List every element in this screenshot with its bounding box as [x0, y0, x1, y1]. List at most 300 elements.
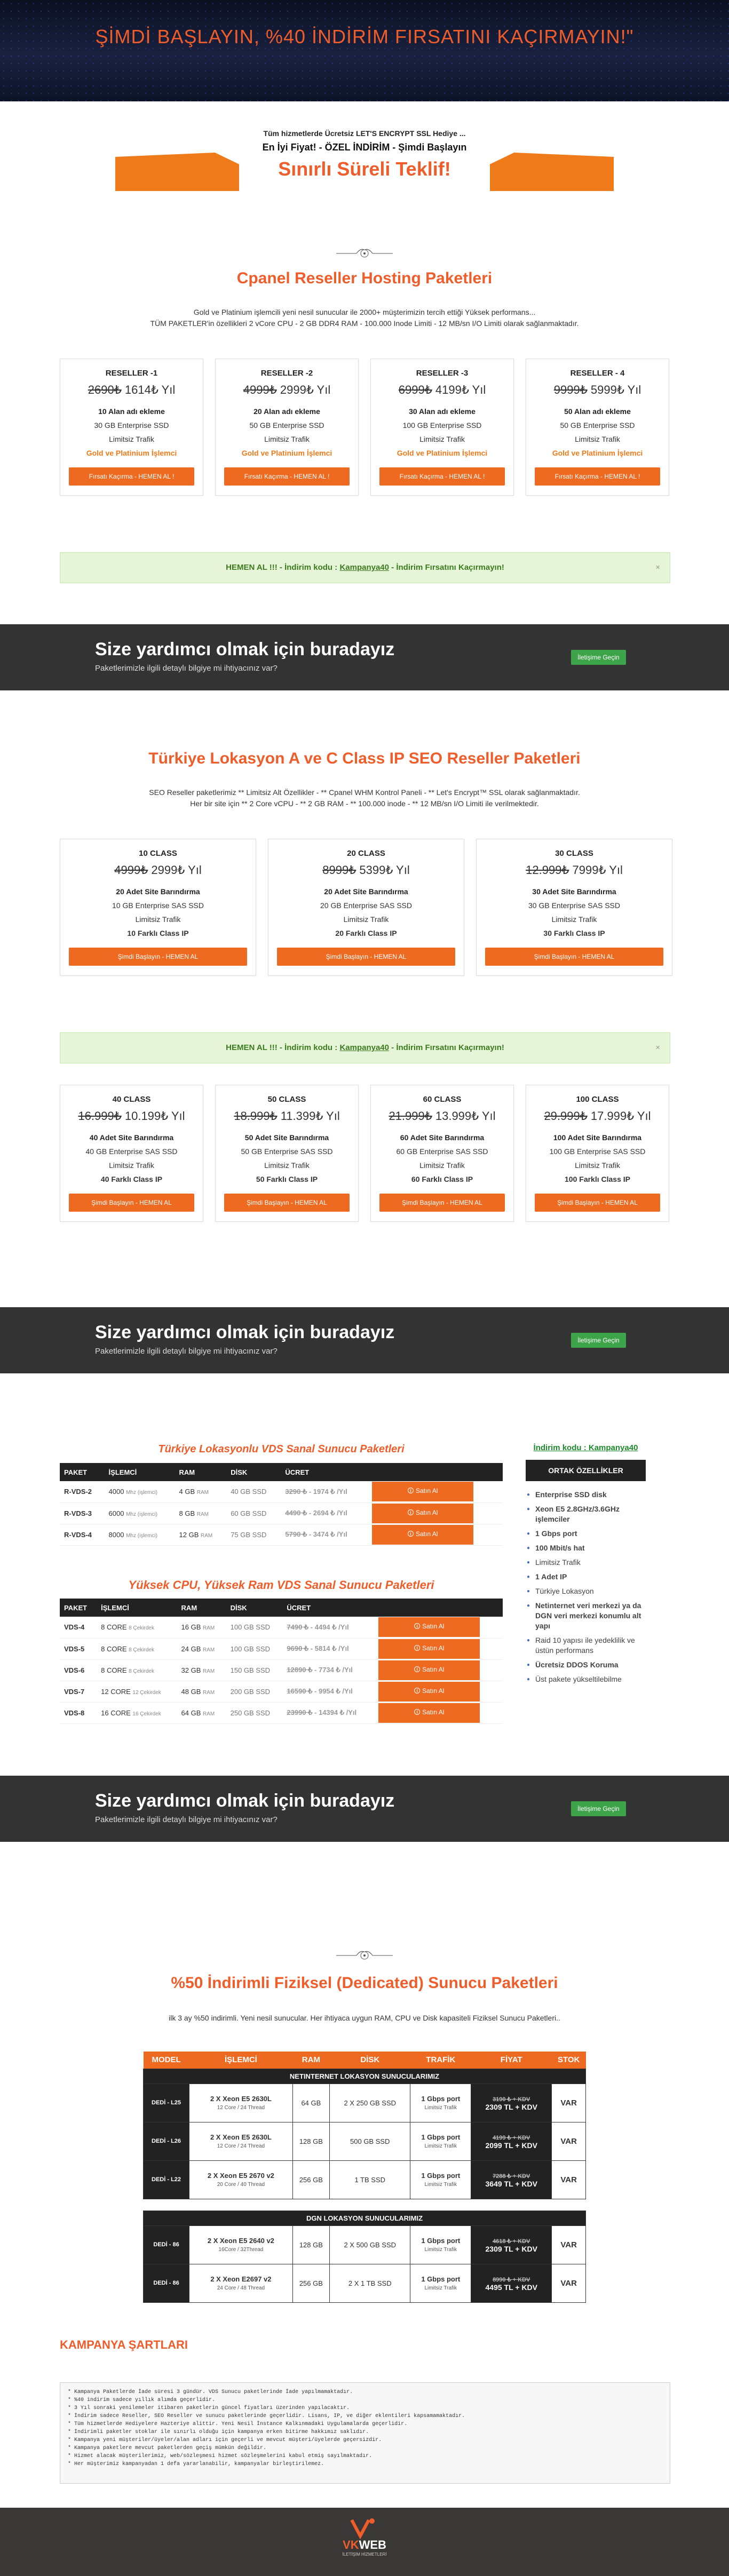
new-price: 11.399₺ Yıl	[280, 1109, 340, 1123]
ded-disk: 2 X 500 GB SSD	[330, 2225, 410, 2264]
logo-mark-icon	[348, 2515, 381, 2541]
vds-old-price: 23990 ₺	[287, 1708, 313, 1716]
package-price	[535, 383, 660, 397]
table-row	[60, 1659, 503, 1681]
ded-header: TRAFİK	[410, 2052, 471, 2069]
feature-traffic: Limitsiz Trafik	[109, 435, 154, 443]
terms-title: KAMPANYA ŞARTLARI	[60, 2338, 188, 2351]
sidebar-header: ORTAK ÖZELLİKLER	[526, 1460, 646, 1481]
vds-ram-unit: RAM	[203, 1711, 215, 1717]
feature-item: ● Enterprise SSD disk	[526, 1488, 646, 1502]
ded-stock: VAR	[552, 2122, 586, 2160]
help-band-2	[0, 1307, 729, 1373]
ded-traffic-sub: Limitsiz Trafik	[424, 2285, 457, 2291]
feature-extra: 20 Farklı Class IP	[335, 929, 397, 937]
terms-line: * Tüm hizmetlerde Hediyelere Hazteriye alittir. Yeni Nesil İnstance Kalkınmadaki Uygulamalarda geçerlidir.	[68, 2421, 408, 2427]
vds-header: ÜCRET	[282, 1599, 374, 1617]
ded-new-price: 2309 TL + KDV	[485, 2103, 537, 2111]
terms-line: * 3 Yıl sonraki yenilemeler itibaren paketlerin güncel fiyatları üzerinden yapılacaktır.	[68, 2405, 350, 2411]
vds-new-price: - 14394 ₺ /Yıl	[312, 1708, 357, 1716]
old-price: 4999₺	[243, 383, 277, 396]
buy-button[interactable]: Şimdi Başlayın - HEMEN AL	[224, 1194, 350, 1212]
ded-traffic: 1 Gbps port	[421, 2172, 461, 2180]
feature-extra: Gold ve Platinium İşlemci	[552, 449, 643, 457]
vds-ram-unit: RAM	[201, 1532, 213, 1539]
old-price: 4999₺	[114, 863, 148, 877]
vds-cpu: 8 CORE	[101, 1666, 127, 1674]
hero-title: ŞİMDİ BAŞLAYIN, %40 İNDİRİM FIRSATINI KAÇIRMAYIN!"	[95, 26, 634, 47]
package-name: 60 CLASS	[423, 1095, 462, 1104]
package-card	[370, 1085, 514, 1222]
ded-disk: 2 X 1 TB SSD	[330, 2264, 410, 2302]
vds-header	[368, 1463, 503, 1481]
promo-section	[0, 101, 729, 229]
buy-label: Satın Al	[422, 1644, 445, 1652]
buy-button[interactable]: Fırsatı Kaçırma - HEMEN AL !	[224, 467, 350, 486]
feature-extra: Gold ve Platinium İşlemci	[241, 449, 332, 457]
vds-old-price: 12890 ₺	[287, 1666, 313, 1674]
package-name: 20 CLASS	[347, 849, 385, 858]
vds-new-price: - 9954 ₺ /Yıl	[312, 1687, 353, 1695]
ded-traffic-sub: Limitsiz Trafik	[424, 2105, 457, 2111]
buy-label: Satın Al	[422, 1665, 445, 1673]
table-row	[60, 1702, 503, 1723]
vds-ram-unit: RAM	[203, 1689, 215, 1696]
package-name: 10 CLASS	[139, 849, 177, 858]
vds-cpu: 16 CORE	[101, 1708, 131, 1717]
package-name: 100 CLASS	[576, 1095, 619, 1104]
package-card	[526, 1085, 669, 1222]
vds-new-price: - 1974 ₺ /Yıl	[307, 1487, 347, 1496]
buy-button[interactable]: Şimdi Başlayın - HEMEN AL	[485, 948, 663, 966]
alert-pre: HEMEN AL !!! - İndirim kodu :	[226, 563, 340, 572]
dedicated-table	[143, 2052, 586, 2303]
package-price	[69, 863, 247, 877]
buy-button[interactable]: 🛈 Satın Al	[378, 1703, 480, 1723]
package-name: RESELLER -1	[105, 369, 158, 378]
vds-disk: 250 GB SSD	[226, 1702, 283, 1723]
feature-disk: 30 GB Enterprise SSD	[94, 421, 169, 430]
ded-stock: VAR	[552, 2084, 586, 2122]
buy-button[interactable]: 🛈 Satın Al	[372, 1504, 473, 1523]
feature-sites: 20 Adet Site Barındırma	[324, 887, 408, 896]
vds-cpu: 4000	[108, 1488, 124, 1496]
old-price: 12.999₺	[526, 863, 569, 877]
ded-header: FİYAT	[471, 2052, 552, 2069]
buy-button[interactable]: 🛈 Satın Al	[378, 1660, 480, 1680]
buy-label: Satın Al	[416, 1487, 438, 1495]
vds-header: RAM	[177, 1599, 226, 1617]
hero-background	[0, 0, 729, 101]
buy-button[interactable]: 🛈 Satın Al	[372, 1482, 473, 1501]
ded-disk: 500 GB SSD	[330, 2122, 410, 2160]
old-price: 16.999₺	[78, 1109, 122, 1123]
vds-package: VDS-8	[60, 1702, 97, 1723]
ded-stock: VAR	[552, 2225, 586, 2264]
vds-new-price: - 4494 ₺ /Yıl	[308, 1623, 349, 1631]
table-row	[144, 2084, 586, 2122]
table-row	[144, 2122, 586, 2160]
feature-item: ● Üst pakete yükseltilebilme	[526, 1672, 646, 1687]
seo-title: Türkiye Lokasyon A ve C Class IP SEO Reseller Paketleri	[148, 750, 581, 767]
ded-stock: VAR	[552, 2264, 586, 2302]
package-name: 40 CLASS	[112, 1095, 151, 1104]
close-icon[interactable]: ×	[655, 563, 660, 572]
vds-disk: 150 GB SSD	[226, 1659, 283, 1681]
feature-sites: 30 Adet Site Barındırma	[532, 887, 616, 896]
table-row	[60, 1481, 503, 1502]
new-price: 5999₺ Yıl	[590, 383, 641, 396]
ded-cpu-sub: 12 Core / 24 Thread	[217, 2105, 265, 2111]
features-sidebar	[526, 1443, 646, 1687]
vds-disk: 75 GB SSD	[226, 1524, 281, 1545]
ded-cpu: 2 X Xeon E5 2630L	[210, 2095, 272, 2103]
ded-ram: 128 GB	[292, 2122, 329, 2160]
alert-code-link[interactable]: Kampanya40	[339, 563, 389, 572]
vds-old-price: 16590 ₺	[287, 1687, 313, 1695]
feature-traffic: Limitsiz Trafik	[419, 1161, 465, 1170]
terms-line: * %40 indirim sadece yıllık alımda geçerlidir.	[68, 2397, 216, 2403]
vds-disk: 100 GB SSD	[226, 1617, 283, 1638]
package-card	[60, 1085, 203, 1222]
feature-item: ● Netinternet veri merkezi ya da DGN veri merkezi konumlu alt yapı	[526, 1599, 646, 1633]
feature-disk: 30 GB Enterprise SAS SSD	[528, 901, 620, 910]
terms-box	[60, 2382, 670, 2484]
reseller-cards	[60, 359, 669, 496]
table-row	[60, 1617, 503, 1638]
contact-button[interactable]: İletişime Geçin	[571, 1333, 626, 1348]
feature-sites: 40 Adet Site Barındırma	[89, 1133, 174, 1142]
feature-sites: 10 Alan adı ekleme	[98, 407, 165, 416]
alert-pre: HEMEN AL !!! - İndirim kodu :	[226, 1043, 340, 1052]
feature-item: ● Raid 10 yapısı ile yedeklilik ve üstün performans	[526, 1633, 646, 1658]
logo-prefix: VK	[343, 2538, 359, 2551]
vds-header: DİSK	[226, 1463, 281, 1481]
ded-header: STOK	[552, 2052, 586, 2069]
ded-old-price: 7288 ₺ + KDV	[493, 2173, 530, 2180]
ded-ram: 128 GB	[292, 2225, 329, 2264]
buy-button[interactable]: 🛈 Satın Al	[372, 1525, 473, 1545]
ded-old-price: 3190 ₺ + KDV	[493, 2096, 530, 2103]
vds-cpu: 8 CORE	[101, 1623, 127, 1632]
buy-label: Satın Al	[422, 1687, 445, 1695]
buy-button[interactable]: Şimdi Başlayın - HEMEN AL	[69, 1194, 194, 1212]
old-price: 8999₺	[322, 863, 356, 877]
terms-line: * Kampanya paketlere mevcut paketlerden geçiş mümkün değildir.	[68, 2445, 267, 2451]
new-price: 1614₺ Yıl	[124, 383, 176, 396]
ded-traffic-sub: Limitsiz Trafik	[424, 2143, 457, 2149]
new-price: 4199₺ Yıl	[435, 383, 486, 396]
feature-sites: 50 Adet Site Barındırma	[244, 1133, 329, 1142]
seo-desc-2: Her bir site için ** 2 Core vCPU - ** 2 GB RAM - ** 100.000 inode - ** 12 MB/sn I/O Limiti ile verilmektedir.	[190, 799, 539, 808]
feature-traffic: Limitsiz Trafik	[343, 915, 389, 924]
feature-sites: 30 Alan adı ekleme	[409, 407, 476, 416]
old-price: 9999₺	[553, 383, 588, 396]
ded-cpu-sub: 12 Core / 24 Thread	[217, 2143, 265, 2149]
ded-cpu: 2 X Xeon E2697 v2	[210, 2275, 272, 2283]
buy-button[interactable]: Şimdi Başlayın - HEMEN AL	[535, 1194, 660, 1212]
vds-old-price: 3290 ₺	[285, 1487, 307, 1496]
package-price	[379, 383, 505, 397]
ded-traffic-sub: Limitsiz Trafik	[424, 2247, 457, 2253]
vds-header: RAM	[175, 1463, 227, 1481]
buy-label: Satın Al	[422, 1623, 445, 1631]
feature-item: ● Türkiye Lokasyon	[526, 1584, 646, 1599]
ded-new-price: 2309 TL + KDV	[485, 2245, 537, 2253]
seo-desc-1: SEO Reseller paketlerimiz ** Limitsiz Alt Özellikler - ** Cpanel WHM Kontrol Paneli - ** Let's Encrypt™ SSL olarak sağlanmaktadır.	[149, 788, 580, 797]
feature-traffic: Limitsiz Trafik	[264, 1161, 310, 1170]
ded-ram: 256 GB	[292, 2160, 329, 2199]
help-subtitle: Paketlerimizle ilgili detaylı bilgiye mi ihtiyacınız var?	[95, 1815, 278, 1824]
vds-package: R-VDS-3	[60, 1502, 105, 1524]
vds-ram-unit: RAM	[196, 1490, 209, 1496]
ded-new-price: 2099 TL + KDV	[485, 2141, 537, 2150]
buy-button[interactable]: Fırsatı Kaçırma - HEMEN AL !	[535, 467, 660, 486]
buy-label: Satın Al	[422, 1708, 445, 1716]
table-row	[60, 1681, 503, 1702]
old-price: 21.999₺	[389, 1109, 432, 1123]
new-price: 7999₺ Yıl	[572, 863, 623, 877]
package-card	[268, 839, 464, 976]
feature-disk: 20 GB Enterprise SAS SSD	[320, 901, 412, 910]
vds-header: İŞLEMCİ	[97, 1599, 177, 1617]
help-title: Size yardımcı olmak için buradayız	[95, 639, 395, 659]
ded-header: İŞLEMCİ	[189, 2052, 293, 2069]
ded-new-price: 3649 TL + KDV	[485, 2180, 537, 2188]
vds-ram: 8 GB	[179, 1509, 195, 1517]
feature-disk: 100 GB Enterprise SSD	[402, 421, 482, 430]
feature-item: ● 1 Gbps port	[526, 1526, 646, 1541]
vds-ram-unit: RAM	[203, 1668, 215, 1674]
feature-sites: 50 Alan adı ekleme	[564, 407, 631, 416]
ded-traffic: 1 Gbps port	[421, 2133, 461, 2141]
table-row	[60, 1638, 503, 1659]
sidebar-discount-link[interactable]: İndirim kodu : Kampanya40	[533, 1443, 638, 1452]
feature-disk: 100 GB Enterprise SAS SSD	[549, 1147, 646, 1156]
help-title: Size yardımcı olmak için buradayız	[95, 1791, 395, 1811]
discount-alert	[60, 552, 670, 583]
contact-button[interactable]: İletişime Geçin	[571, 1801, 626, 1816]
logo-text: WEB	[359, 2538, 386, 2551]
terms-line: * Hizmet alacak müşterilerimiz, web/sözleşmesi hizmet sözleşmelerini kabul etmiş sayılmaktadır.	[68, 2453, 373, 2459]
vds-ram-unit: RAM	[203, 1625, 215, 1632]
new-price: 17.999₺ Yıl	[590, 1109, 651, 1123]
feature-traffic: Limitsiz Trafik	[264, 435, 310, 443]
package-price	[69, 1109, 194, 1123]
package-name: 50 CLASS	[267, 1095, 306, 1104]
logo-tagline: İLETİŞİM HİZMETLERİ	[342, 2552, 387, 2557]
ded-old-price: 4199 ₺ + KDV	[493, 2135, 530, 2141]
vds-ram: 64 GB	[181, 1708, 201, 1717]
vds-cpu: 8000	[108, 1530, 124, 1539]
footer-logo[interactable]	[322, 2510, 407, 2558]
feature-extra: 100 Farklı Class IP	[565, 1175, 630, 1183]
vds-header	[374, 1599, 503, 1617]
vds-table-2	[60, 1599, 503, 1724]
ded-traffic-sub: Limitsiz Trafik	[424, 2182, 457, 2188]
vds-cpu-unit: Mhz (işlemci)	[126, 1490, 157, 1496]
new-price: 2999₺ Yıl	[280, 383, 331, 396]
reseller-desc-1: Gold ve Platinium işlemcili yeni nesil sunucular ile 2000+ müşterimizin tercih ettiği Yüksek performans...	[193, 308, 536, 316]
vds-new-price: - 5814 ₺ /Yıl	[308, 1644, 349, 1652]
package-price	[224, 383, 350, 397]
feature-traffic: Limitsiz Trafik	[575, 1161, 620, 1170]
package-price	[277, 863, 455, 877]
vds-ram-unit: RAM	[203, 1647, 215, 1653]
reseller-desc-2: TÜM PAKETLER'in özellikleri 2 vCore CPU - 2 GB DDR4 RAM - 100.000 Inode Limiti - 12 MB/sn I/O Limiti olarak sağlanmaktadır.	[150, 319, 579, 328]
feature-sites: 60 Adet Site Barındırma	[400, 1133, 485, 1142]
buy-label: Satın Al	[416, 1530, 438, 1538]
package-card	[476, 839, 672, 976]
package-name: 30 CLASS	[555, 849, 593, 858]
alert-post: - İndirim Fırsatını Kaçırmayın!	[389, 1043, 504, 1052]
ded-cpu: 2 X Xeon E5 2640 v2	[207, 2237, 274, 2245]
feature-disk: 10 GB Enterprise SAS SSD	[112, 901, 204, 910]
ded-model: DEDİ - L22	[144, 2160, 189, 2199]
vds-cpu: 12 CORE	[101, 1687, 131, 1696]
reseller-title: Cpanel Reseller Hosting Paketleri	[236, 269, 493, 287]
ded-old-price: 8990 ₺ + KDV	[493, 2277, 530, 2283]
package-card	[370, 359, 514, 496]
ded-model: DEDİ - L25	[144, 2084, 189, 2122]
feature-item: ● 1 Adet IP	[526, 1570, 646, 1584]
promo-banner	[115, 139, 614, 213]
help-band-3	[0, 1776, 729, 1842]
ded-header: RAM	[292, 2052, 329, 2069]
terms-line: * İndirim sadece Reseller, SEO Reseller ve sunucu paketlerinde geçerlidir. Lisans, IP, ve diğer eklentileri kapsamamaktadır.	[68, 2413, 465, 2419]
buy-button[interactable]: 🛈 Satın Al	[378, 1639, 480, 1659]
feature-extra: Gold ve Platinium İşlemci	[397, 449, 488, 457]
vds-disk: 200 GB SSD	[226, 1681, 283, 1702]
vds-title-1: Türkiye Lokasyonlu VDS Sanal Sunucu Paketleri	[158, 1443, 405, 1455]
vds-ram: 12 GB	[179, 1530, 199, 1539]
buy-button[interactable]: Şimdi Başlayın - HEMEN AL	[379, 1194, 505, 1212]
ded-section-2: DGN LOKASYON SUNUCULARIMIZ	[144, 2211, 586, 2225]
ded-model: DEDİ - 86	[144, 2264, 189, 2302]
table-row	[144, 2160, 586, 2199]
new-price: 2999₺ Yıl	[151, 863, 202, 877]
ded-old-price: 4618 ₺ + KDV	[493, 2238, 530, 2245]
alert-post: - İndirim Fırsatını Kaçırmayın!	[389, 563, 504, 572]
buy-button[interactable]: Şimdi Başlayın - HEMEN AL	[277, 948, 455, 966]
feature-extra: 10 Farklı Class IP	[127, 929, 189, 937]
vds-ram: 4 GB	[179, 1488, 195, 1496]
package-name: RESELLER - 4	[570, 369, 625, 378]
dedicated-desc: ilk 3 ay %50 indirimli. Yeni nesil sunucular. Her ihtiyaca uygun RAM, CPU ve Disk kapasiteli Fiziksel Sunucu Paketleri..	[169, 2014, 560, 2022]
help-title: Size yardımcı olmak için buradayız	[95, 1322, 395, 1342]
vds-table-1	[60, 1463, 503, 1546]
package-card	[215, 1085, 359, 1222]
vds-ram: 32 GB	[181, 1666, 201, 1674]
feature-sites: 20 Alan adı ekleme	[253, 407, 320, 416]
ded-traffic: 1 Gbps port	[421, 2275, 461, 2283]
feature-disk: 50 GB Enterprise SAS SSD	[241, 1147, 333, 1156]
vds-disk: 60 GB SSD	[226, 1502, 281, 1524]
promo-ssl-text: Tüm hizmetlerde Ücretsiz LET'S ENCRYPT SSL Hediye ...	[263, 129, 466, 138]
old-price: 29.999₺	[544, 1109, 588, 1123]
buy-button[interactable]: Şimdi Başlayın - HEMEN AL	[69, 948, 247, 966]
vds-header: PAKET	[60, 1599, 97, 1617]
terms-line: * İndirimli paketler stoklar ile sınırlı olduğu için kampanya erken bitirme hakkımız saklıdır.	[68, 2429, 369, 2435]
feature-item: ● Limitsiz Trafik	[526, 1555, 646, 1570]
package-price	[224, 1109, 350, 1123]
vds-package: VDS-7	[60, 1681, 97, 1702]
package-name: RESELLER -3	[416, 369, 469, 378]
new-price: 5399₺ Yıl	[359, 863, 410, 877]
ded-ram: 64 GB	[292, 2084, 329, 2122]
vds-cpu-unit: 8 Çekirdek	[129, 1625, 154, 1632]
ded-cpu-sub: 24 Core / 48 Thread	[217, 2285, 265, 2291]
promo-inner	[239, 139, 490, 203]
close-icon[interactable]: ×	[655, 1043, 660, 1052]
vds-new-price: - 7734 ₺ /Yıl	[312, 1666, 353, 1674]
terms-line: * Her müşterimiz kampanyadan 1 defa yararlanabilir, kampanyalar birleştirilemez.	[68, 2461, 324, 2467]
table-row	[144, 2225, 586, 2264]
feature-traffic: Limitsiz Trafik	[551, 915, 597, 924]
vds-old-price: 9690 ₺	[287, 1644, 309, 1652]
ded-cpu: 2 X Xeon E5 2670 v2	[207, 2172, 274, 2180]
vds-title-2: Yüksek CPU, Yüksek Ram VDS Sanal Sunucu Paketleri	[128, 1578, 434, 1592]
feature-disk: 40 GB Enterprise SAS SSD	[85, 1147, 178, 1156]
feature-extra: 50 Farklı Class IP	[256, 1175, 318, 1183]
feature-extra: 30 Farklı Class IP	[543, 929, 605, 937]
ornament-icon	[335, 1947, 394, 1963]
ded-stock: VAR	[552, 2160, 586, 2199]
vds-cpu: 8 CORE	[101, 1644, 127, 1653]
ded-header: DİSK	[330, 2052, 410, 2069]
buy-button[interactable]: 🛈 Satın Al	[378, 1682, 480, 1702]
discount-alert-2	[60, 1032, 670, 1063]
vds-cpu-unit: 12 Çekirdek	[132, 1689, 161, 1696]
package-price	[535, 1109, 660, 1123]
table-row	[60, 1502, 503, 1524]
ded-new-price: 4495 TL + KDV	[485, 2283, 537, 2292]
vds-header: PAKET	[60, 1463, 105, 1481]
feature-sites: 100 Adet Site Barındırma	[553, 1133, 642, 1142]
hero-banner	[0, 0, 729, 101]
vds-package: VDS-6	[60, 1659, 97, 1681]
vds-cpu-unit: Mhz (işlemci)	[126, 1532, 157, 1539]
feature-list	[526, 1488, 646, 1687]
terms-line: * Kampanya yeni müşteriler/üyeler/alan adları için geçerli ve mevcut müşteri/üyelerde geçersizdir.	[68, 2437, 382, 2443]
vds-ram: 24 GB	[181, 1644, 201, 1653]
vds-header: DİSK	[226, 1599, 283, 1617]
table-row	[144, 2264, 586, 2302]
ded-cpu-sub: 20 Core / 40 Thread	[217, 2182, 265, 2188]
contact-button[interactable]: İletişime Geçin	[571, 650, 626, 665]
package-card	[215, 359, 359, 496]
alert-code-link[interactable]: Kampanya40	[339, 1043, 389, 1052]
vds-cpu: 6000	[108, 1509, 124, 1517]
feature-disk: 50 GB Enterprise SSD	[560, 421, 635, 430]
promo-limited-offer: Sınırlı Süreli Teklif!	[278, 158, 451, 180]
vds-package: VDS-4	[60, 1617, 97, 1638]
buy-button[interactable]: Fırsatı Kaçırma - HEMEN AL !	[69, 467, 194, 486]
package-card	[60, 359, 203, 496]
vds-package: R-VDS-2	[60, 1481, 105, 1502]
buy-button[interactable]: 🛈 Satın Al	[378, 1617, 480, 1637]
ornament-icon	[335, 245, 394, 261]
old-price: 2690₺	[88, 383, 122, 396]
vds-cpu-unit: 8 Çekirdek	[129, 1668, 154, 1674]
feature-item: ● Xeon E5 2.8GHz/3.6GHz işlemciler	[526, 1502, 646, 1526]
terms-line: * Kampanya Paketlerde İade süresi 3 gündür. VDS Sunucu paketlerinde İade yapılmamaktadır.	[68, 2389, 353, 2395]
feature-traffic: Limitsiz Trafik	[419, 435, 465, 443]
buy-button[interactable]: Fırsatı Kaçırma - HEMEN AL !	[379, 467, 505, 486]
ded-traffic: 1 Gbps port	[421, 2095, 461, 2103]
buy-label: Satın Al	[416, 1508, 438, 1516]
dedicated-title: %50 İndirimli Fiziksel (Dedicated) Sunucu Paketleri	[171, 1974, 558, 1992]
